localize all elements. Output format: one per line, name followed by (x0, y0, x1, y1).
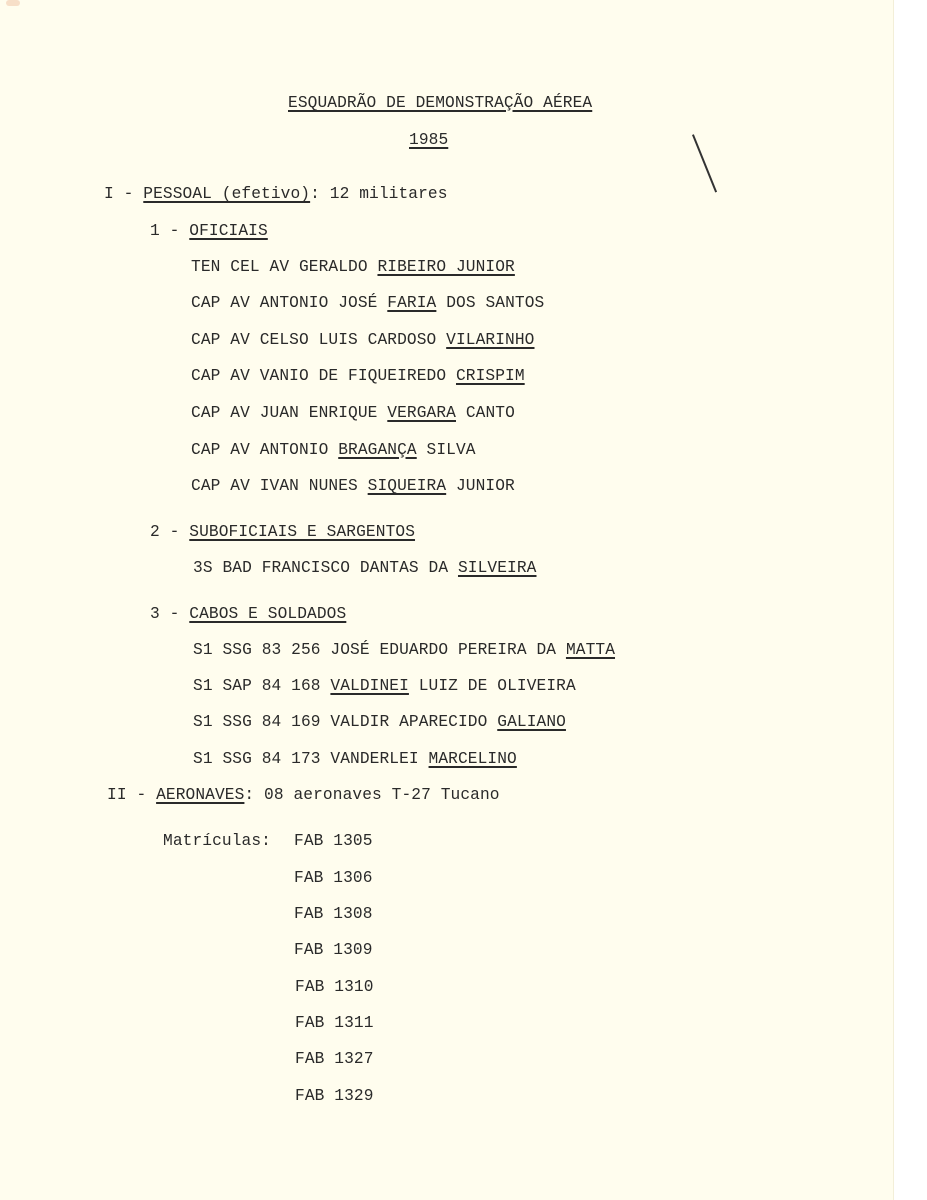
member-text: LUIZ DE OLIVEIRA (408, 677, 576, 695)
section-count: : 08 aeronaves T-27 Tucano (244, 786, 500, 804)
registrations-label: Matrículas: (163, 832, 271, 850)
section-personnel-heading (104, 184, 448, 204)
section-numeral: I - (104, 185, 134, 203)
subsection-officers-heading (150, 221, 268, 241)
member-text: 3S BAD FRANCISCO DANTAS DA (193, 559, 458, 577)
member-text: CAP AV CELSO LUIS CARDOSO (191, 331, 447, 349)
subsection-label: CABOS E SOLDADOS (189, 605, 347, 623)
subsection-number: 2 - (150, 523, 180, 541)
member-surname: BRAGANÇA (338, 441, 417, 459)
registration-item: FAB 1309 (294, 941, 373, 959)
member-row (191, 330, 535, 350)
member-text: TEN CEL AV GERALDO (191, 258, 378, 276)
document-year: 1985 (409, 131, 449, 149)
registration-item: FAB 1327 (295, 1050, 374, 1068)
registration-item: FAB 1308 (294, 905, 373, 923)
member-surname: MATTA (565, 641, 616, 659)
member-text: S1 SSG 83 256 JOSÉ EDUARDO PEREIRA DA (193, 641, 566, 659)
member-surname: RIBEIRO JUNIOR (377, 258, 515, 276)
member-surname: FARIA (387, 294, 437, 312)
member-surname: MARCELINO (428, 750, 517, 768)
registration-item: FAB 1310 (295, 978, 374, 996)
subsection-nco-heading (150, 522, 415, 542)
section-label: AERONAVES (156, 786, 245, 804)
member-row (191, 476, 515, 496)
member-text: JUNIOR (446, 477, 515, 495)
subsection-label: SUBOFICIAIS E SARGENTOS (189, 523, 416, 541)
member-text: CANTO (456, 404, 515, 422)
member-text: CAP AV ANTONIO (191, 441, 339, 459)
member-text: S1 SAP 84 168 (193, 677, 331, 695)
section-count: : 12 militares (310, 185, 448, 203)
member-row (191, 440, 476, 460)
member-text: S1 SSG 84 173 VANDERLEI (193, 750, 429, 768)
registration-item: FAB 1306 (294, 869, 373, 887)
subsection-enlisted-heading (150, 604, 346, 624)
member-surname: VERGARA (387, 404, 456, 422)
registration-item: FAB 1305 (294, 832, 373, 850)
member-text: CAP AV ANTONIO JOSÉ (191, 294, 388, 312)
member-text: DOS SANTOS (436, 294, 545, 312)
member-row (191, 366, 525, 386)
section-aircraft-heading (107, 785, 500, 805)
paper-stain (6, 0, 20, 6)
member-text: CAP AV VANIO DE FIQUEIREDO (191, 367, 456, 385)
member-text: SILVA (416, 441, 476, 459)
registration-item: FAB 1311 (295, 1014, 374, 1032)
member-row (193, 749, 517, 769)
subsection-number: 1 - (150, 222, 180, 240)
subsection-number: 3 - (150, 605, 180, 623)
member-surname: SILVEIRA (457, 559, 537, 577)
member-text: CAP AV IVAN NUNES (191, 477, 368, 495)
document-title: ESQUADRÃO DE DEMONSTRAÇÃO AÉREA (288, 94, 593, 112)
member-row (191, 293, 544, 313)
member-row (191, 403, 515, 423)
member-row (193, 712, 566, 732)
member-row (193, 558, 537, 578)
member-text: CAP AV JUAN ENRIQUE (191, 404, 388, 422)
handwritten-slash-mark (692, 134, 717, 192)
member-row (193, 640, 615, 660)
member-surname: SIQUEIRA (367, 477, 447, 495)
member-surname: VILARINHO (446, 331, 535, 349)
subsection-label: OFICIAIS (189, 222, 268, 240)
member-text: S1 SSG 84 169 VALDIR APARECIDO (193, 713, 498, 731)
section-label: PESSOAL (efetivo) (143, 185, 311, 203)
member-surname: CRISPIM (455, 367, 525, 385)
registration-item: FAB 1329 (295, 1087, 374, 1105)
member-row (191, 257, 515, 277)
member-surname: VALDINEI (330, 677, 409, 695)
section-numeral: II - (107, 786, 147, 804)
member-row (193, 676, 576, 696)
member-surname: GALIANO (497, 713, 566, 731)
